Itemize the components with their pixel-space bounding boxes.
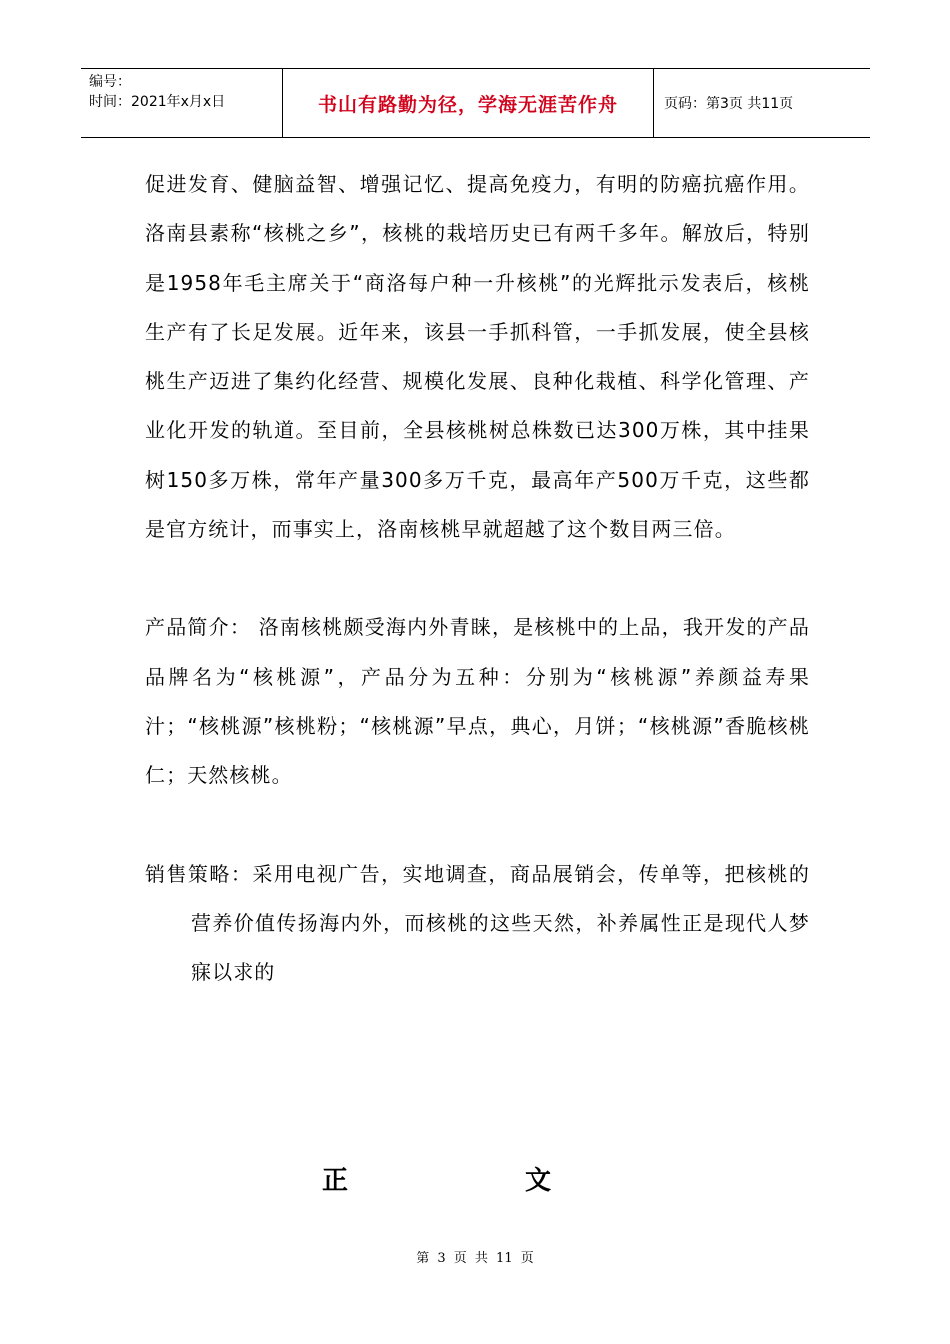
- date-label: 时间：2021年x月x日: [89, 94, 226, 110]
- page-info: 页码：第3页 共11页: [664, 96, 794, 112]
- footer-page-number: 第 3 页 共 11 页: [416, 1251, 534, 1266]
- header-page-cell: [654, 69, 870, 137]
- serial-label: 编号：: [89, 74, 131, 90]
- header-motto-cell: [283, 69, 654, 137]
- motto-text: 书山有路勤为径，学海无涯苦作舟: [317, 93, 618, 116]
- paragraph-sales-strategy: 销售策略：采用电视广告，实地调查，商品展销会，传单等，把核桃的营养价值传扬海内外，而核桃的这些天然，补养属性正是现代人梦寐以求的: [145, 861, 810, 985]
- paragraph-spacer: [145, 554, 810, 603]
- page-header: [81, 68, 870, 138]
- header-meta-cell: [81, 69, 283, 137]
- page-footer: [0, 1247, 950, 1266]
- section-title-char-1: 正: [322, 1166, 349, 1196]
- document-body: [145, 160, 810, 997]
- paragraph-spacer: [145, 801, 810, 850]
- section-title-char-2: 文: [525, 1166, 552, 1196]
- paragraph-product-intro: 产品简介： 洛南核桃颇受海内外青睐，是核桃中的上品，我开发的产品品牌名为“核桃源”，产品分为五种：分别为“核桃源”养颜益寿果汁；“核桃源”核桃粉；“核桃源”早点，典心，月饼；“核桃源”香脆核桃仁；天然核桃。: [145, 615, 810, 788]
- paragraph-walnut-history: 促进发育、健脑益智、增强记忆、提高免疫力，有明的防癌抗癌作用。洛南县素称“核桃之乡”，核桃的栽培历史已有两千多年。解放后，特别是1958年毛主席关于“商洛每户种一升核桃”的光辉批示发表后，核桃生产有了长足发展。近年来，该县一手抓科管，一手抓发展，使全县核桃生产迈进了集约化经营、规模化发展、良种化栽植、科学化管理、产业化开发的轨道。至目前，全县核桃树总株数已达300万株，其中挂果树150多万株，常年产量300多万千克，最高年产500万千克，这些都是官方统计，而事实上，洛南核桃早就超越了这个数目两三倍。: [145, 172, 810, 542]
